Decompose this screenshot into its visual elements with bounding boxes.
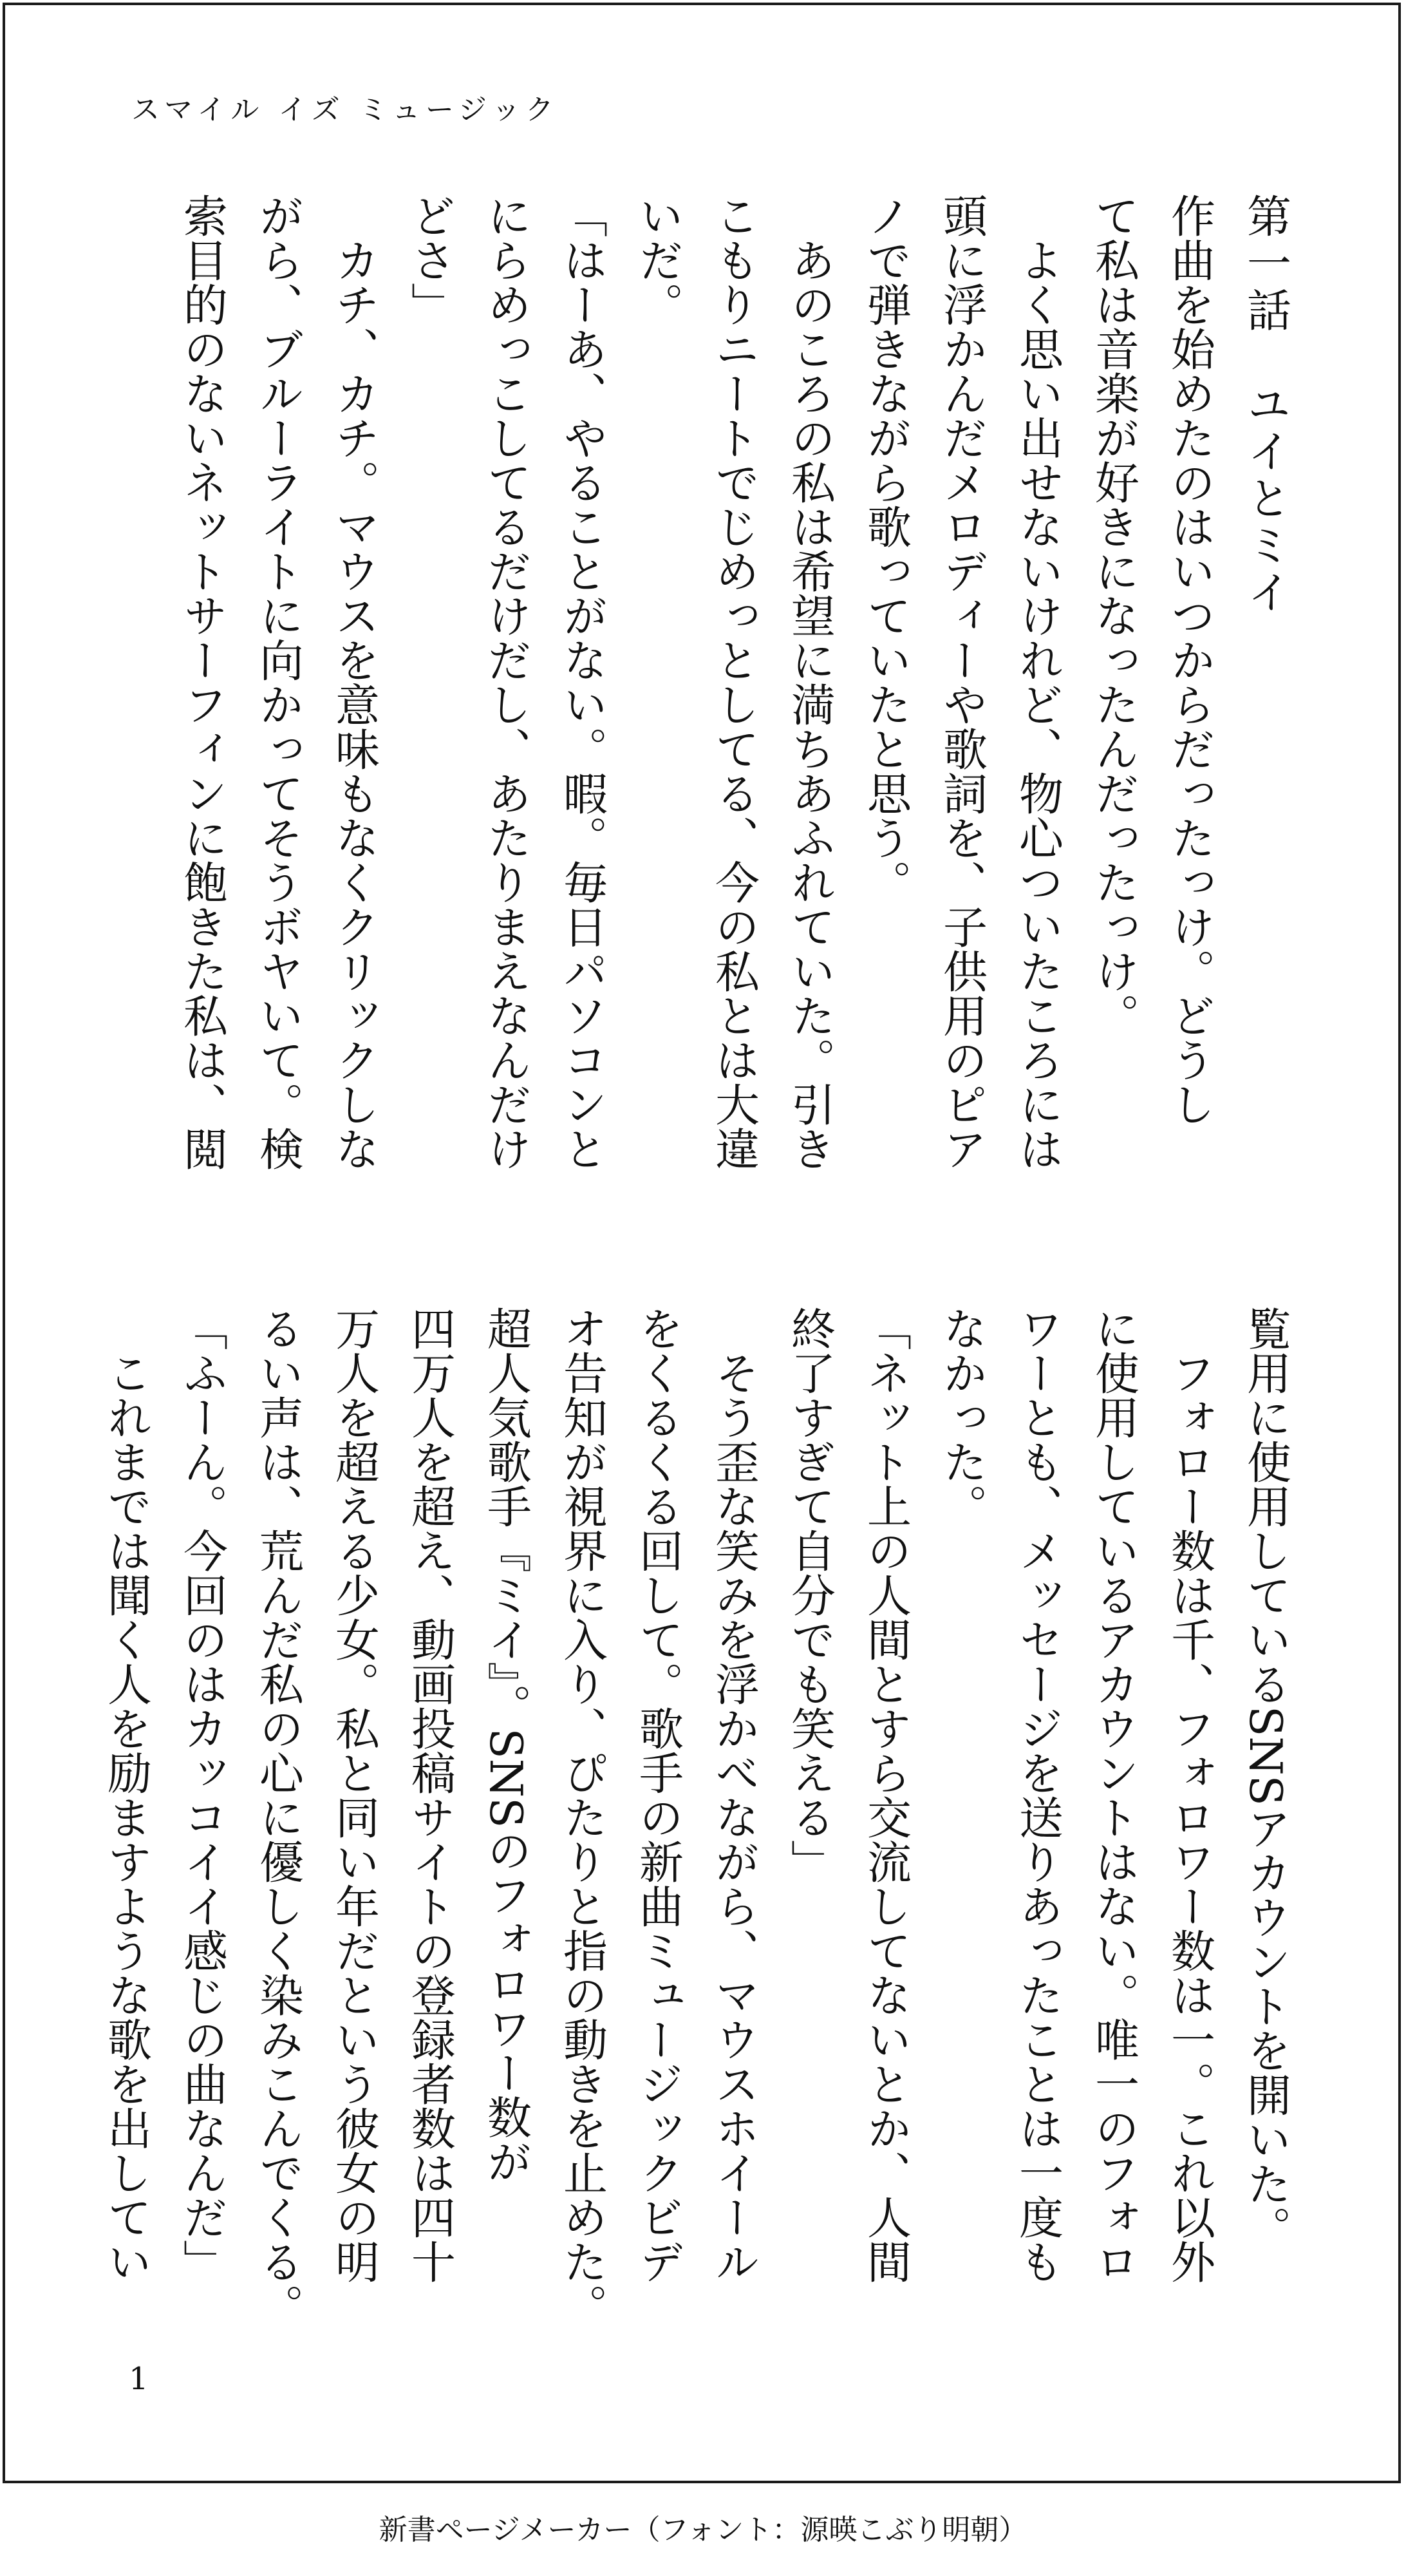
- text-line: 索目的のないネットサーフィンに飽きた私は、閲: [176, 193, 227, 1171]
- footer-credit: 新書ページメーカー（フォント：源暎こぶり明朝）: [379, 2514, 1027, 2546]
- text-line: そう歪な笑みを浮かべながら、マウスホイール: [708, 1306, 759, 2284]
- text-line: これまでは聞く人を励ますような歌を出してい: [100, 1306, 151, 2284]
- text-line: いだ。: [632, 193, 683, 327]
- page-frame: [3, 3, 1401, 2483]
- text-line: 覧用に使用しているSNSアカウントを開いた。: [1239, 1306, 1291, 2250]
- text-line: 超人気歌手『ミイ』。SNSのフォロワー数が: [480, 1306, 531, 2184]
- bottom-text-block: [100, 1306, 1303, 2336]
- text-line: 「ふーん。今回のはカッコイイ感じの曲なんだ」: [176, 1306, 227, 2284]
- page-number: 1: [129, 2361, 149, 2397]
- text-line: をくるくる回して。歌手の新曲ミュージックビデ: [632, 1306, 683, 2284]
- text-line: ノで弾きながら歌っていたと思う。: [859, 193, 911, 904]
- text-line: ワーとも、メッセージを送りあったことは一度も: [1011, 1306, 1063, 2284]
- top-text-block: [121, 193, 1303, 1249]
- text-line: て私は音楽が好きになったんだったっけ。: [1087, 193, 1139, 1037]
- text-line: カチ、カチ。マウスを意味もなくクリックしな: [328, 193, 379, 1171]
- text-line: なかった。: [935, 1306, 987, 1528]
- text-line: にらめっこしてるだけだし、あたりまえなんだけ: [480, 193, 531, 1171]
- text-line: 終了すぎて自分でも笑える」: [783, 1306, 835, 1884]
- text-line: に使用しているアカウントはない。唯一のフォロ: [1087, 1306, 1139, 2284]
- chapter-title: 第一話 ユイとミイ: [1239, 193, 1291, 616]
- text-line: 「ネット上の人間とすら交流してないとか、人間: [859, 1306, 911, 2284]
- text-line: フォロー数は千、フォロワー数は一。これ以外: [1163, 1306, 1215, 2284]
- text-line: どさ」: [404, 193, 455, 327]
- text-line: 「はーあ、やることがない。暇。毎日パソコンと: [556, 193, 607, 1171]
- text-line: るい声は、荒んだ私の心に優しく染みこんでくる。: [252, 1306, 303, 2328]
- text-line: がら、ブルーライトに向かってそうボヤいて。検: [252, 193, 303, 1171]
- running-header-title: スマイル イズ ミュージック: [131, 93, 559, 126]
- text-line: あのころの私は希望に満ちあふれていた。引き: [783, 193, 835, 1171]
- text-line: 四万人を超え、動画投稿サイトの登録者数は四十: [404, 1306, 455, 2284]
- text-line: よく思い出せないけれど、物心ついたころには: [1011, 193, 1063, 1171]
- text-line: オ告知が視界に入り、ぴたりと指の動きを止めた。: [556, 1306, 607, 2328]
- text-line: 頭に浮かんだメロディーや歌詞を、子供用のピア: [935, 193, 987, 1171]
- text-line: 作曲を始めたのはいつからだったっけ。どうし: [1163, 193, 1215, 1126]
- text-line: こもりニートでじめっとしてる、今の私とは大違: [708, 193, 759, 1171]
- text-line: 万人を超える少女。私と同い年だという彼女の明: [328, 1306, 379, 2284]
